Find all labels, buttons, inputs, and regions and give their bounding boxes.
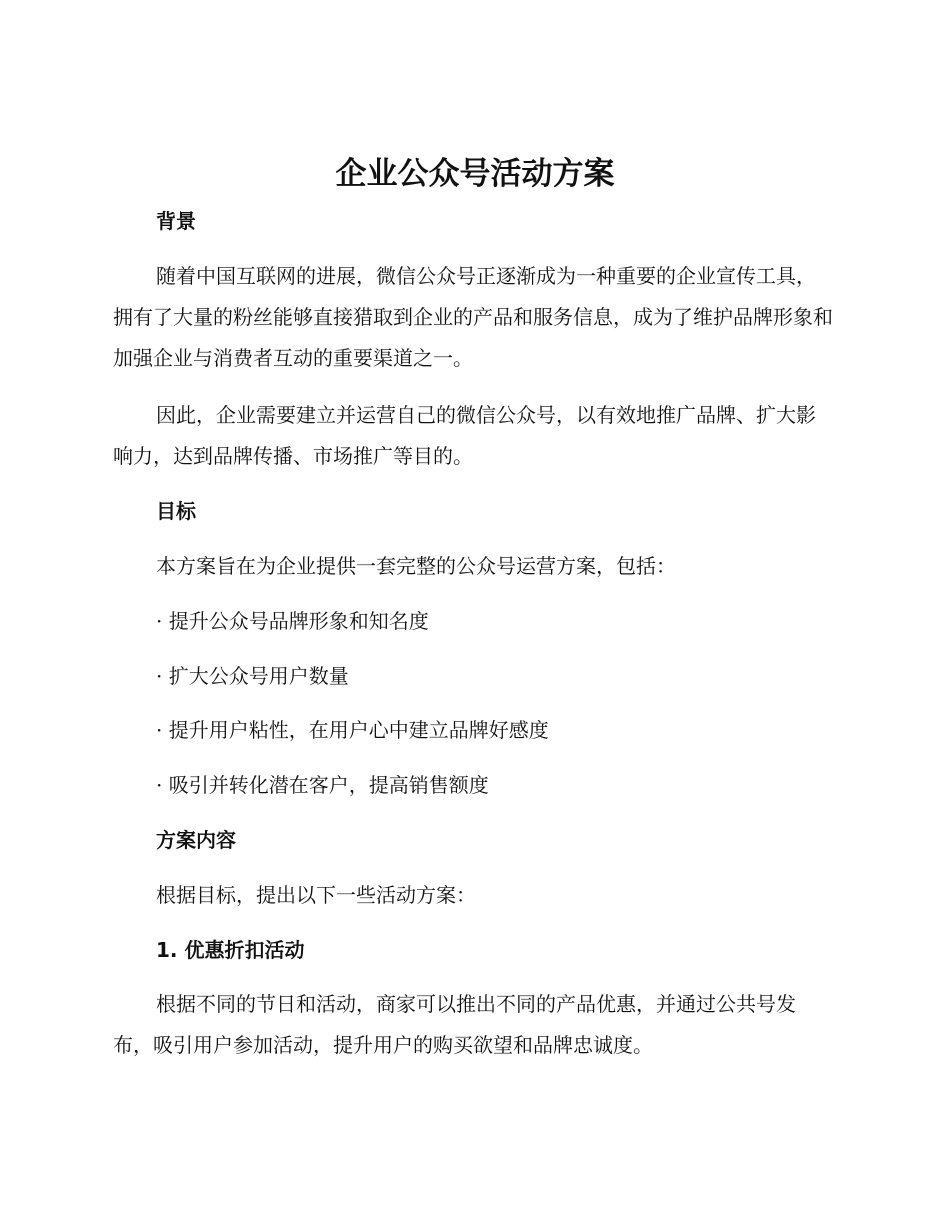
- paragraph-background-1: 随着中国互联网的进展，微信公众号正逐渐成为一种重要的企业宣传工具，拥有了大量的粉丝能够直接猎取到企业的产品和服务信息，成为了维护品牌形象和加强企业与消费者互动的重要渠道之一。: [113, 264, 833, 370]
- goal-bullet-2: · 扩大公众号用户数量: [156, 664, 349, 688]
- paragraph-plan-intro: 根据目标，提出以下一些活动方案：: [156, 883, 476, 907]
- section-heading-plan: 方案内容: [156, 828, 236, 852]
- goal-bullet-4: · 吸引并转化潜在客户，提高销售额度: [156, 773, 489, 797]
- paragraph-plan-item-1: 根据不同的节日和活动，商家可以推出不同的产品优惠，并通过公共号发布，吸引用户参加活动，提升用户的购买欲望和品牌忠诚度。: [113, 992, 796, 1057]
- paragraph-background-2: 因此，企业需要建立并运营自己的微信公众号，以有效地推广品牌、扩大影响力，达到品牌传播、市场推广等目的。: [113, 403, 816, 468]
- document-title: 企业公众号活动方案: [335, 156, 615, 192]
- goal-bullet-1: · 提升公众号品牌形象和知名度: [156, 609, 429, 633]
- plan-item-heading-1: 1. 优惠折扣活动: [156, 938, 305, 962]
- goal-bullet-3: · 提升用户粘性，在用户心中建立品牌好感度: [156, 718, 549, 742]
- section-heading-goals: 目标: [156, 499, 196, 523]
- section-heading-background: 背景: [156, 209, 196, 233]
- paragraph-goals-intro: 本方案旨在为企业提供一套完整的公众号运营方案，包括：: [156, 554, 676, 578]
